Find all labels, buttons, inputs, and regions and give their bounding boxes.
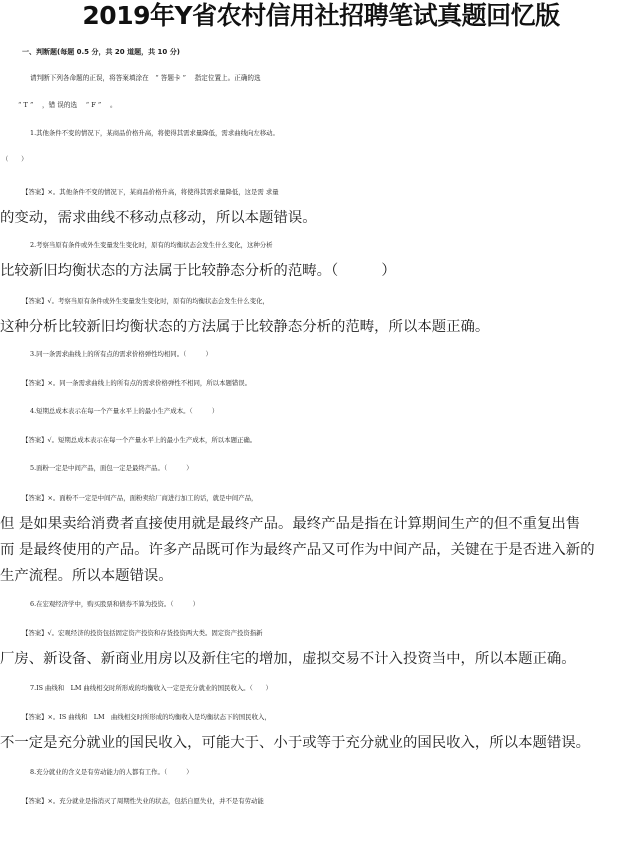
section-heading: 一、判断题(每题 0.5 分，共 20 道题，共 10 分) bbox=[22, 48, 180, 56]
question-text: 6.在宏观经济学中，购买股票和债券不算为投资。（ ） bbox=[30, 600, 200, 608]
answer-text: 【答案】×。面粉不一定是中间产品，面粉卖给厂商进行加工的话，就是中间产品， bbox=[22, 494, 258, 502]
instruction-line: “ T ” ，错 误的选 “ F ” 。 bbox=[18, 101, 117, 109]
answer-text: 而 是最终使用的产品。许多产品既可作为最终产品又可作为中间产品，关键在于是否进入新的 bbox=[0, 542, 595, 558]
answer-text: 【答案】×。其他条件不变的情况下，某商品价格升高，将使得其需求量降低，这是需 求量 bbox=[22, 188, 279, 196]
question-text: 8.充分就业的含义是有劳动能力的人都有工作。（ ） bbox=[30, 768, 193, 776]
answer-text: 【答案】×。IS 曲线和 LM 曲线相交时所形成的均衡收入是均衡状态下的国民收入， bbox=[22, 713, 271, 721]
question-text: 5.面粉一定是中间产品，面包一定是最终产品。（ ） bbox=[30, 464, 193, 472]
question-text: 比较新旧均衡状态的方法属于比较静态分析的范畴。（ ） bbox=[0, 263, 396, 279]
answer-text: 生产流程。所以本题错误。 bbox=[0, 568, 173, 584]
answer-text: 【答案】√。考察当原有条件或外生变量发生变化时，原有的均衡状态会发生什么变化， bbox=[22, 297, 269, 305]
question-paren: （ ） bbox=[2, 155, 28, 163]
answer-text: 但 是如果卖给消费者直接使用就是最终产品。最终产品是指在计算期间生产的但不重复出售 bbox=[0, 516, 581, 532]
answer-text: 【答案】√。宏观经济的投资包括固定资产投资和存货投资两大类。固定资产投资指新 bbox=[22, 629, 263, 637]
document-title: 2019年Y省农村信用社招聘笔试真题回忆版 bbox=[82, 1, 560, 30]
answer-text: 【答案】×。充分就业是指消灭了周期性失业的状态，包括自愿失业，并不是有劳动能 bbox=[22, 797, 264, 805]
question-text: 3.同一条需求曲线上的所有点的需求价格弹性均相同。（ ） bbox=[30, 350, 212, 358]
answer-text: 不一定是充分就业的国民收入，可能大于、小于或等于充分就业的国民收入，所以本题错误。 bbox=[0, 735, 591, 751]
answer-text: 的变动，需求曲线不移动点移动，所以本题错误。 bbox=[0, 210, 317, 226]
question-text: 4.短期总成本表示在每一个产量水平上的最小生产成本。（ ） bbox=[30, 407, 219, 415]
answer-text: 【答案】√。短期总成本表示在每一个产量水平上的最小生产成本，所以本题正确。 bbox=[22, 436, 257, 444]
answer-text: 【答案】×。同一条需求曲线上的所有点的需求价格弹性不相同，所以本题错误。 bbox=[22, 379, 252, 387]
instruction-line: 请判断下列各命题的正误，将答案填涂在 “ 答题卡 ” 指定位置上。正确的选 bbox=[30, 74, 261, 82]
question-text: 7.IS 曲线和 LM 曲线相交时所形成的均衡收入一定是充分就业的国民收入。（ ） bbox=[30, 684, 272, 692]
answer-text: 这种分析比较新旧均衡状态的方法属于比较静态分析的范畴，所以本题正确。 bbox=[0, 319, 490, 335]
question-text: 2.考察当原有条件或外生变量发生变化时，原有的均衡状态会发生什么变化，这种分析 bbox=[30, 241, 273, 249]
question-text: 1.其他条件不变的情况下，某商品价格升高，将使得其需求量降低，需求曲线向左移动。 bbox=[30, 129, 279, 137]
answer-text: 厂房、新设备、新商业用房以及新住宅的增加，虚拟交易不计入投资当中，所以本题正确。 bbox=[0, 651, 576, 667]
